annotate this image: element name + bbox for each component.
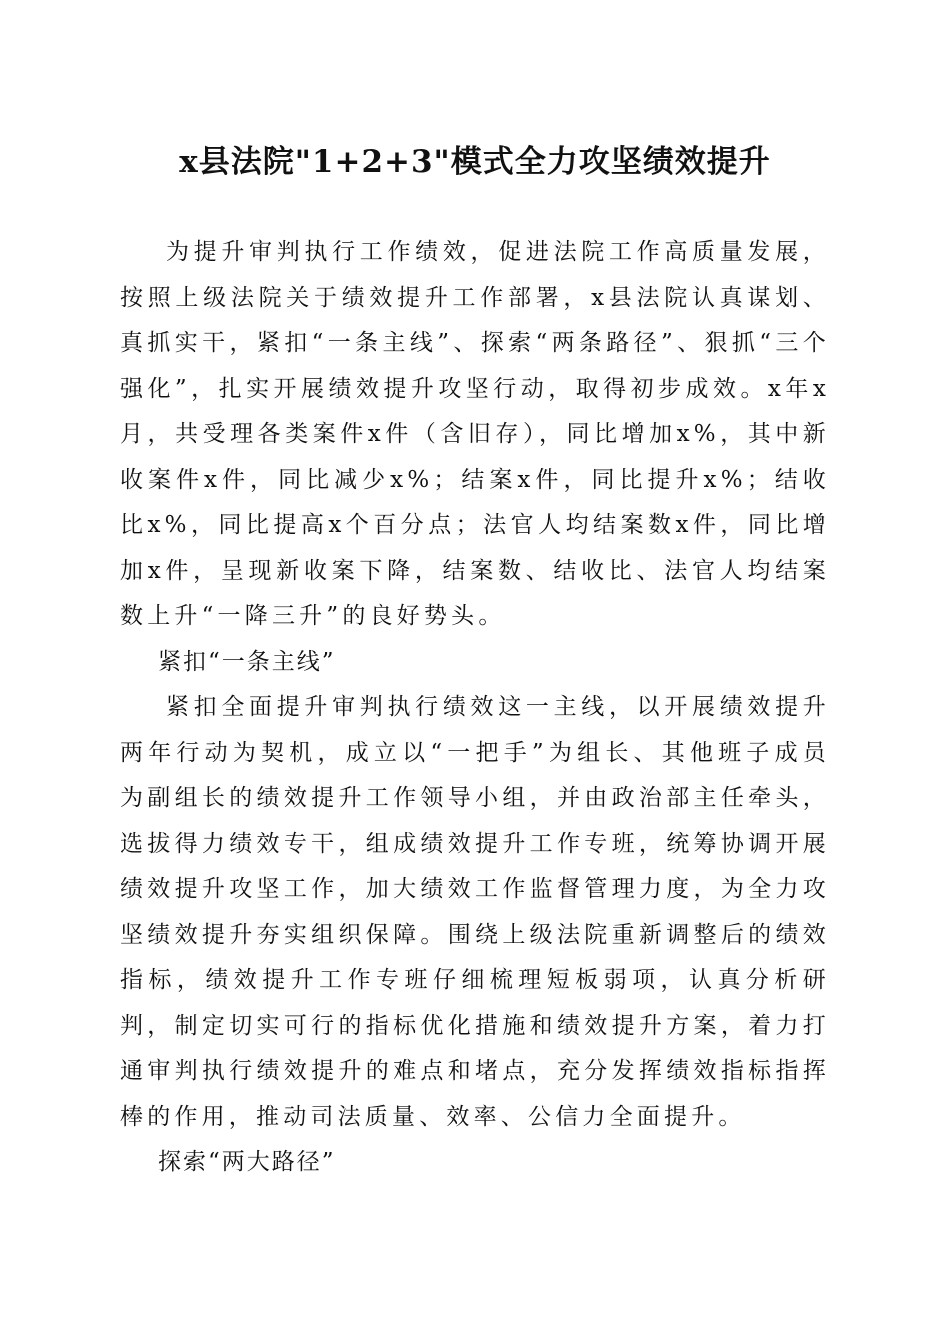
document-body — [120, 230, 830, 1186]
main-line-paragraph: 紧扣全面提升审判执行绩效这一主线，以开展绩效提升两年行动为契机，成立以“一把手”为组长、其他班子成员为副组长的绩效提升工作领导小组，并由政治部主任牵头，选拔得力绩效专干，组成绩效提升工作专班，统筹协调开展绩效提升攻坚工作，加大绩效工作监督管理力度，为全力攻坚绩效提升夯实组织保障。围绕上级法院重新调整后的绩效指标，绩效提升工作专班仔细梳理短板弱项，认真分析研判，制定切实可行的指标优化措施和绩效提升方案，着力打通审判执行绩效提升的难点和堵点，充分发挥绩效指标指挥棒的作用，推动司法质量、效率、公信力全面提升。 — [120, 694, 830, 1130]
intro-paragraph: 为提升审判执行工作绩效，促进法院工作高质量发展，按照上级法院关于绩效提升工作部署，x县法院认真谋划、真抓实干，紧扣“一条主线”、探索“两条路径”、狠抓“三个强化”，扎实开展绩效提升攻坚行动，取得初步成效。x年x月，共受理各类案件x件（含旧存），同比增加x%，其中新收案件x件，同比减少x%；结案x件，同比提升x%；结收比x%，同比提高x个百分点；法官人均结案数x件，同比增加x件，呈现新收案下降，结案数、结收比、法官人均结案数上升“一降三升”的良好势头。 — [120, 239, 830, 629]
document-title: x县法院"1+2+3"模式全力攻坚绩效提升 — [179, 144, 771, 180]
section-heading-two-paths: 探索“两大路径” — [158, 1149, 336, 1175]
section-heading-main-line: 紧扣“一条主线” — [158, 648, 336, 675]
